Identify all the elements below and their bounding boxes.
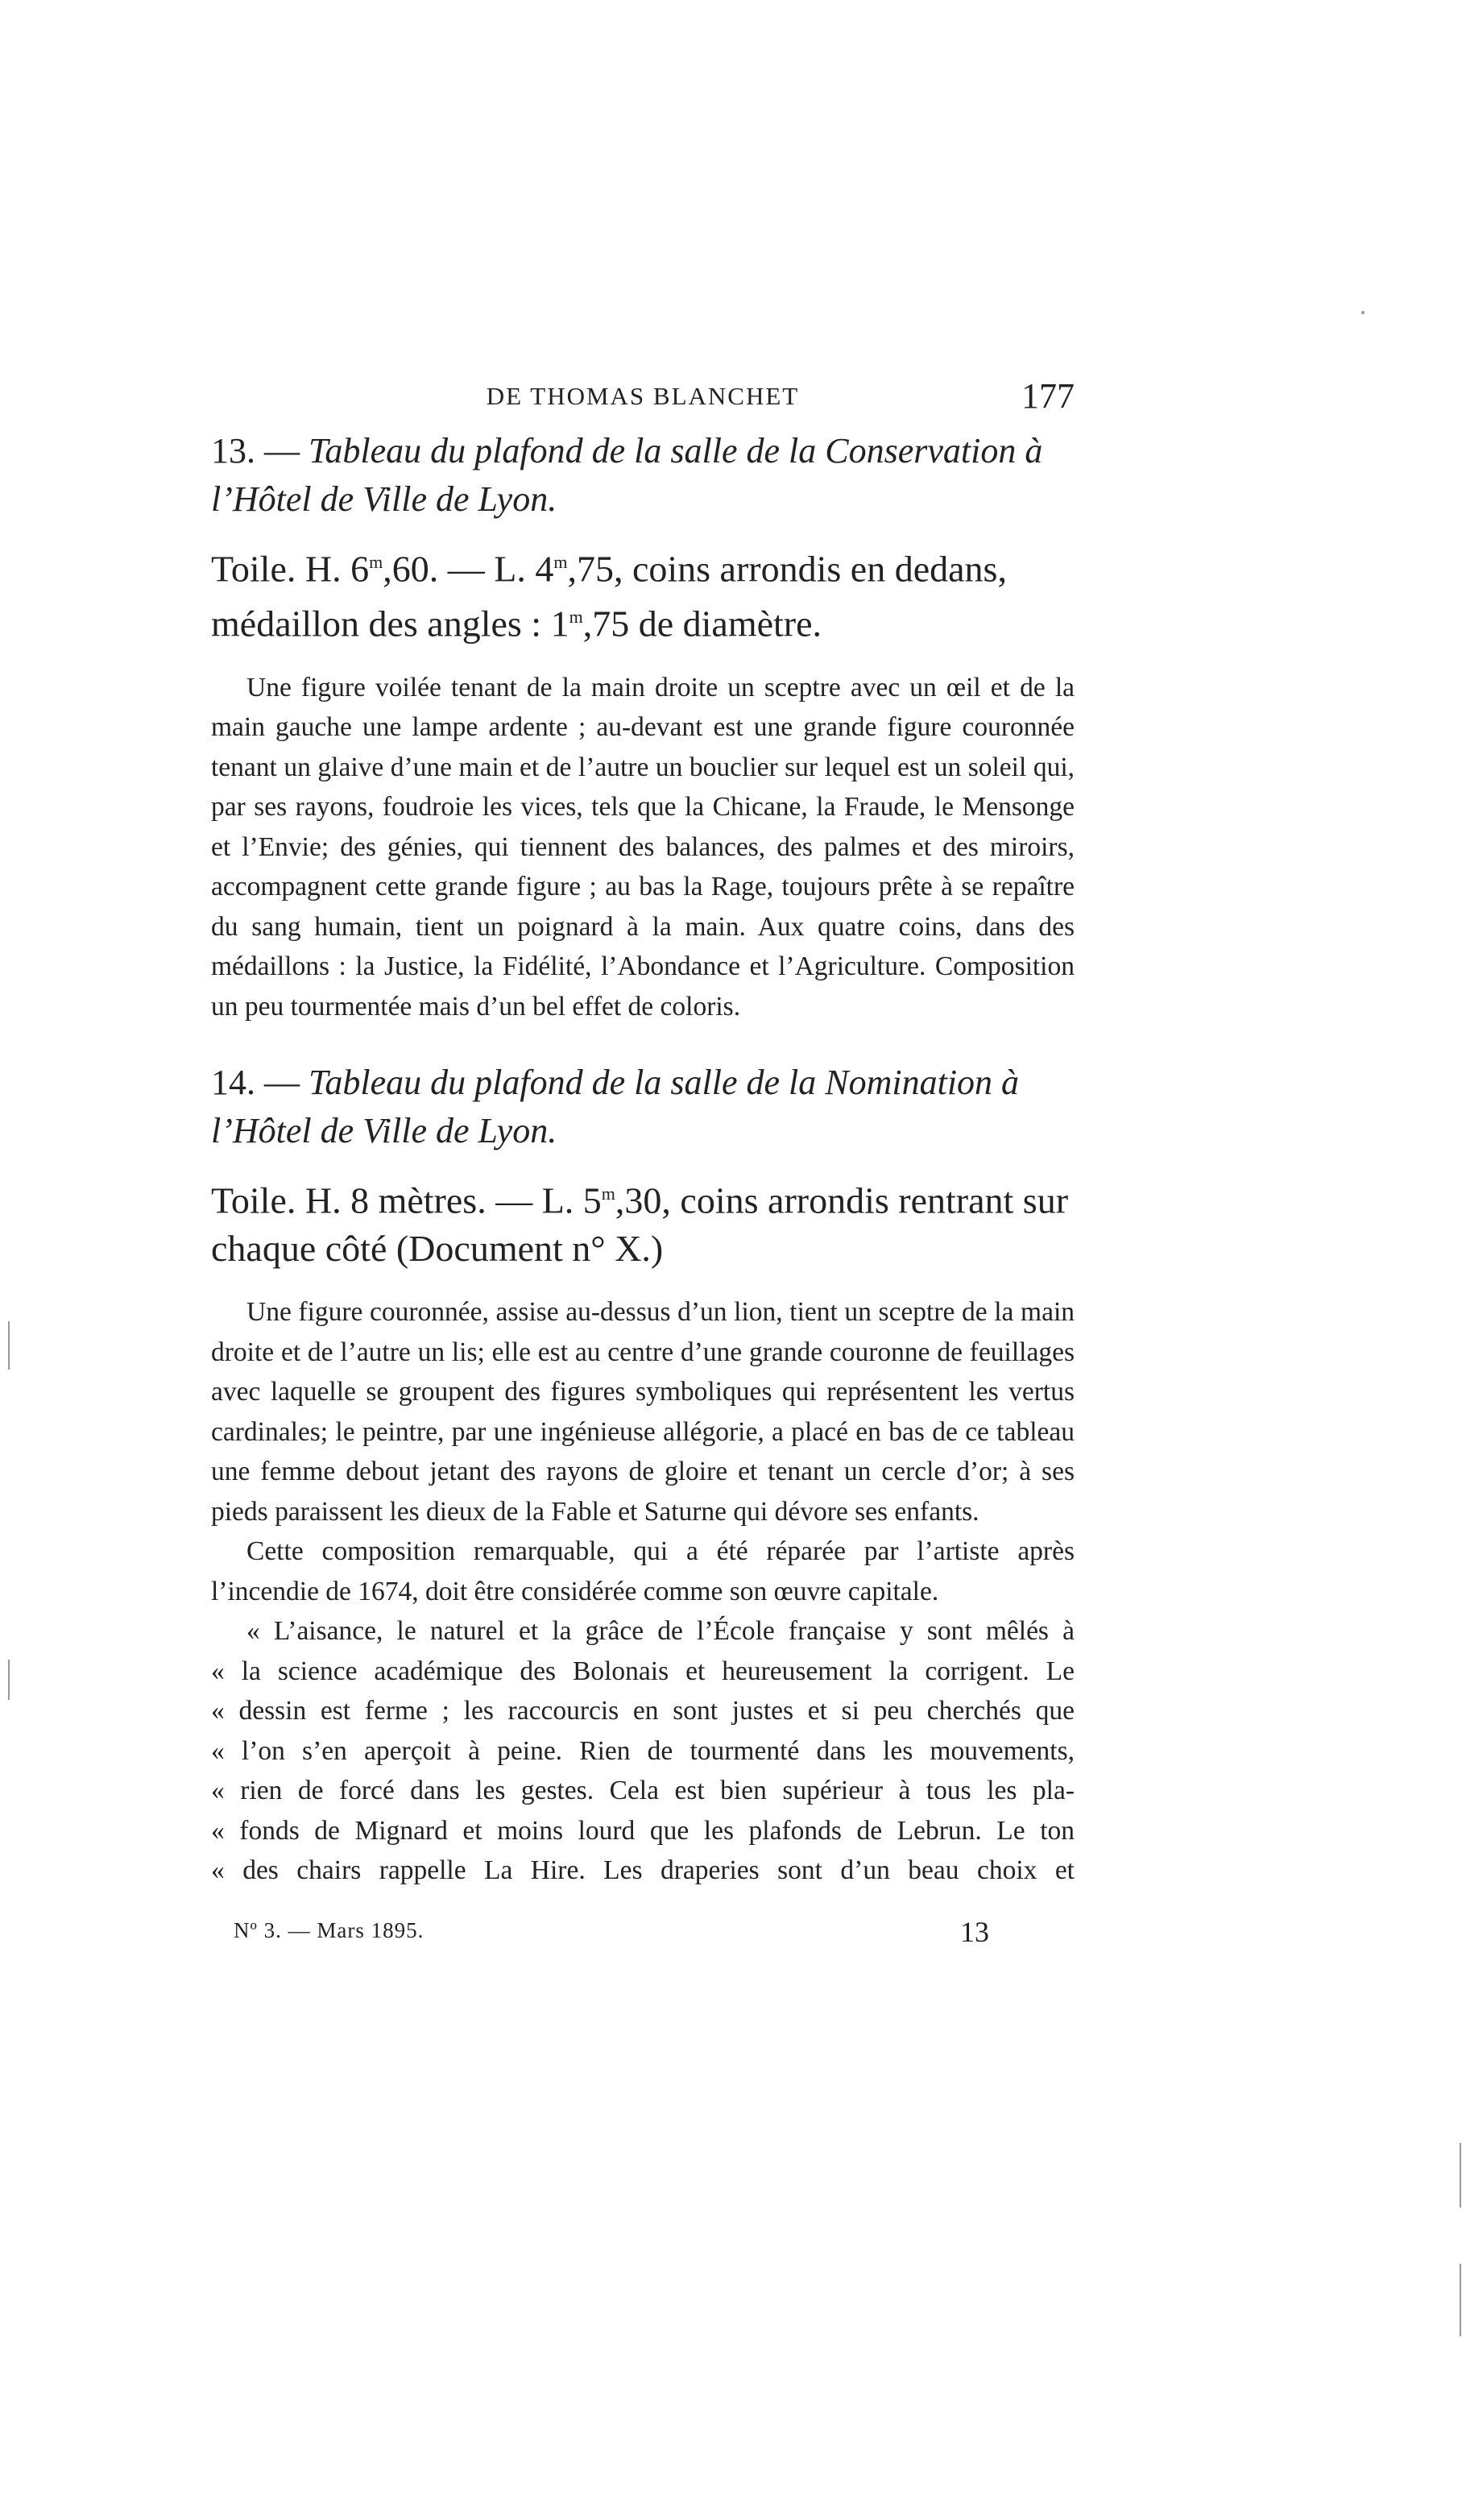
entry-number: 13. — — [211, 431, 309, 470]
measure-text: ,75 de diamètre. — [582, 603, 822, 645]
quote-line: « L’aisance, le naturel et la grâce de l’École française y sont mêlés à — [246, 1616, 1075, 1647]
quote-line: « l’on s’en aperçoit à peine. Rien de tourmenté dans les mouvements, — [211, 1735, 1075, 1766]
running-head — [211, 371, 1075, 427]
measure-unit: m — [569, 607, 583, 628]
entry-number: 14. — — [211, 1063, 309, 1103]
measure-text: ,30, coins arrondis rentrant sur chaque côté (Document n° X.) — [211, 1179, 1069, 1270]
page-footer — [211, 1915, 1075, 1958]
issue-signature: Nº 3. — Mars 1895. — [234, 1917, 424, 1942]
catalogue-entry-14 — [211, 1059, 1075, 1891]
description-paragraph: Une figure voilée tenant de la main droite un sceptre avec un œil et de la main gauche une lampe ardente ; au-devant est une grande figure couronnée tenant un glaive d’une main et de l’autre un bouclier sur lequel est un soleil qui, par ses rayons, foudroie les vices, tels que la Chicane, la Fraude, le Mensonge et l’Envie; des génies, qui tiennent des balances, des palmes et des miroirs, accompagnent cette grande figure ; au bas la Rage, toujours prête à se repaître du sang humain, tient un poignard à la main. Aux quatre coins, dans des médaillons : la Justice, la Fidélité, l’Abondance et l’Agriculture. Composition un peu tourmentée mais d’un bel effet de coloris. — [211, 672, 1075, 1022]
catalogue-entry-13 — [211, 427, 1075, 1026]
scan-edge-mark — [1460, 2264, 1461, 2336]
quote-line: « rien de forcé dans les gestes. Cela est bien supérieur à tous les pla- — [211, 1776, 1075, 1806]
scan-edge-mark — [1361, 311, 1365, 314]
measure-text: ,75, coins arrondis en dedans, médaillon des angles : 1 — [211, 548, 1007, 645]
quote-line: « fonds de Mignard et moins lourd que les plafonds de Lebrun. Le ton — [211, 1815, 1075, 1846]
measure-text: Toile. H. 6 — [211, 548, 370, 590]
quote-line: « des chairs rappelle La Hire. Les draperies sont d’un beau choix et — [211, 1855, 1075, 1886]
entry-title: Tableau du plafond de la salle de la Nomination à l’Hôtel de Ville de Lyon. — [211, 1063, 1020, 1151]
measure-unit: m — [369, 552, 383, 572]
entry-heading — [211, 427, 1075, 524]
book-page — [211, 371, 1075, 1958]
scan-edge-mark — [8, 1660, 10, 1700]
entry-description — [211, 668, 1075, 1027]
entry-measurements — [211, 1170, 1075, 1273]
measure-unit: m — [601, 1183, 615, 1204]
measure-text: Toile. H. 8 mètres. — L. 5 — [211, 1179, 602, 1221]
description-paragraph: Une figure couronnée, assise au-dessus d’un lion, tient un sceptre de la main droite et de l’autre un lis; elle est au centre d’une grande couronne de feuillages avec laquelle se groupent des figures symboliques qui représentent les vertus cardinales; le peintre, par une ingénieuse allégorie, a placé en bas de ce tableau une femme debout jetant des rayons de gloire et tenant un cercle d’or; à ses pieds paraissent les dieux de la Fable et Saturne qui dévore ses enfants. — [211, 1297, 1075, 1527]
entry-measurements — [211, 538, 1075, 649]
measure-unit: m — [553, 552, 568, 572]
scan-edge-mark — [1460, 2143, 1461, 2207]
measure-text: ,60. — L. 4 — [383, 548, 554, 590]
signature-mark: 13 — [960, 1915, 989, 1948]
scan-edge-mark — [8, 1321, 10, 1370]
description-paragraph: Cette composition remarquable, qui a été réparée par l’artiste après l’incendie de 1674, doit être considérée comme son œuvre capitale. — [211, 1536, 1075, 1606]
entry-title: Tableau du plafond de la salle de la Conservation à l’Hôtel de Ville de Lyon. — [211, 431, 1043, 519]
quote-line: « la science académique des Bolonais et heureusement la corrigent. Le — [211, 1656, 1075, 1686]
entry-description — [211, 1292, 1075, 1891]
page-number: 177 — [1021, 376, 1075, 416]
entry-heading — [211, 1059, 1075, 1155]
running-title: DE THOMAS BLANCHET — [486, 382, 800, 410]
quote-line: « dessin est ferme ; les raccourcis en sont justes et si peu cherchés que — [211, 1696, 1075, 1726]
quotation — [211, 1611, 1075, 1891]
